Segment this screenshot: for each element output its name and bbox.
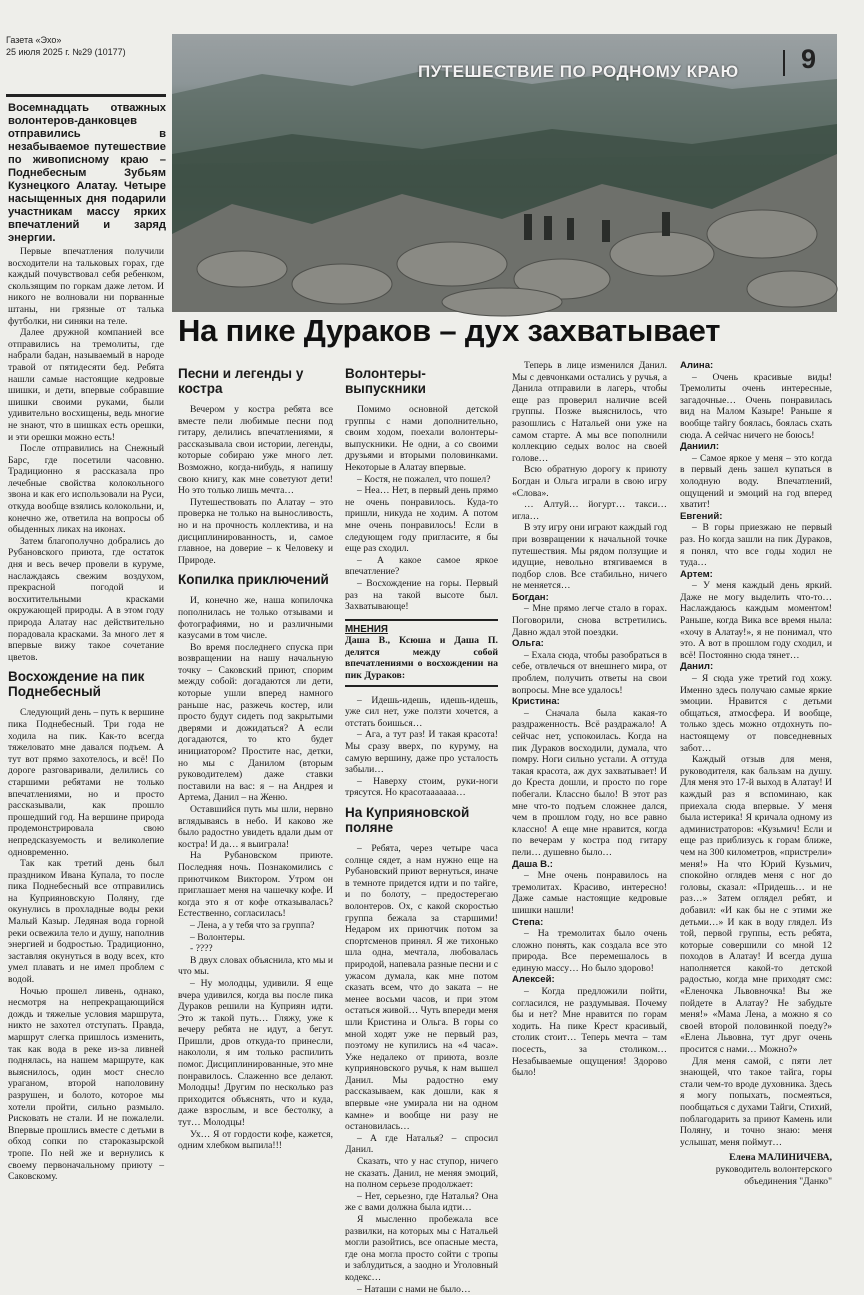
speaker-name: Богдан:: [512, 591, 549, 603]
paragraph: Теперь в лице изменился Данил. Мы с девчонками остались у ручья, а Данила отправили в лагерь, чтобы еще раз проверил наличие всей группы. Позже выяснилось, что разошлись с Натальей они уже на самом старте. А мы все пополнили коллекцию седых волос на своей голове…: [512, 360, 667, 464]
speaker-name: Алексей:: [512, 974, 555, 986]
subheading-adventures: Копилка приключений: [178, 572, 329, 588]
speaker-name: Данил:: [680, 661, 714, 673]
quote: – Самое яркое у меня – это когда в первый день зашел купаться в холодную воду. Впечатлений, ощущений и эмоций на год вперед хватит!: [680, 452, 832, 511]
column-1: [8, 246, 164, 1196]
paragraph: Затем благополучно добрались до Рубановского приюта, где остаток дня и весь вечер провели в куруме, наслаждаясь свежим воздухом, прекрасной погодой и восхитительными красками окружающей природы. А в этом году природа Алатау нас действительно порадовала красками. За много лет я впервые вижу такое сочетание цветов.: [8, 535, 164, 663]
quote: – В горы приезжаю не первый раз. Но когда зашли на пик Дураков, я понял, что все годы ходил не туда…: [680, 522, 832, 569]
paragraph: Следующий день – путь к вершине пика Поднебесный. Три года не ходила на пик. Как-то всегда тяжеловато мне давался подъем. А тут вот прямо захотелось, и всё! По дороге разговаривали, делились со старшими ребятами не только впечатлениями, но и просто рассказывали, как прошло прошедший год. На вершине природа продемонстрировала свою непредсказуемость и великолепие одновременно.: [8, 707, 164, 858]
author-signature: Елена МАЛИНИЧЕВА,: [729, 1152, 832, 1164]
lead-rule: [6, 94, 166, 97]
speaker-name: Евгений:: [680, 510, 723, 522]
paragraph: В двух словах объяснила, кто мы и что мы.: [178, 954, 333, 978]
paragraph: Первые впечатления получили восходители на тальковых горах, где каждый почувствовал себя ребенком, скользящим по горкам даже летом. И никого не волновали ни порванные штаны, ни грязные от талька футболки, ни синяки на теле.: [8, 246, 164, 327]
subheading-glade: На Куприяновской поляне: [345, 805, 470, 835]
paragraph: – Ребята, через четыре часа солнце сядет, а нам нужно еще на Рубановский приют вернуться, иначе в темноте придется идти и по тайге, и по болоту, – предостерегаю волонтеров. Ох, с какой скоростью группа бежала за старшими! Недаром их приютчик потом за спортсменов принял. Я же тихонько шла одна, мечтала, любовалась природой, напевала разные песни и с ужасом думала, как мне потом сказать всем, что до заката – не менее восьми часов, и при этом остаться живой… Чуть впереди меня шли Кристина и Ольга. В горы со мной ходят уже не первый раз, поэтому не купились на «4 часа». Уже недалеко от приюта, возле куприяновского ручья, к нам вышел Данил. Мы радостно ему рассказываем, как дошли, как я впервые «не умирала ни на одном камне» и вообще ни разу не остановилась…: [345, 843, 498, 1133]
subheading-peak: Восхождение на пик Поднебесный: [8, 669, 145, 700]
masthead-paper: Газета «Эхо»: [6, 35, 62, 45]
paragraph: – Нет, серьезно, где Наталья? Она же с вами должна была идти…: [345, 1190, 498, 1214]
paragraph: Далее дружной компанией все отправились на тремолиты, где набрали бадан, называемый в народе травой от пятидесяти бед. Ребята нашли самые настоящие кедровые шишки, и дети, впервые собравшие шишки своими руками, были удивительно восхищены, ведь многие не знают, что в шишках есть орешки, и эти орешки можно есть!: [8, 327, 164, 443]
speaker-name: Ольга:: [512, 638, 544, 650]
paragraph: – Наверху стоим, руки-ноги трясутся. Но красотааааааа…: [345, 775, 498, 799]
paragraph: – Волонтеры.: [190, 931, 246, 943]
subheading-songs: Песни и легенды у костра: [178, 366, 304, 396]
opinions-box: [345, 619, 498, 687]
speaker-name: Кристина:: [512, 696, 560, 708]
paragraph: – Идешь-идешь, идешь-идешь, уже сил нет, уже ползти хочется, а отстать боишься…: [345, 694, 498, 729]
paragraph: В эту игру они играют каждый год при возвращении к начальной точке путешествия. Мы рядом ползущие и идущие, невольно втягиваемся в подбор слов. Все стабильно, ничего не меняется…: [512, 522, 667, 592]
quote: – Ехала сюда, чтобы разобраться в себе, отвлечься от внешнего мира, от проблем, получить ответы на свои вопросы. Мне все удалось!: [512, 649, 667, 696]
paragraph: – А где Наталья? – спросил Данил.: [345, 1132, 498, 1156]
masthead: [6, 34, 126, 58]
paragraph: – Наташи с нами не было…: [357, 1283, 471, 1295]
column-3: [345, 360, 498, 1295]
subheading-volunteers: Волонтеры-выпускники: [345, 366, 426, 396]
quote: – Мне очень понравилось на тремолитах. Красиво, интересно! Даже самые настоящие кедровые шишки нашли!: [512, 870, 667, 916]
quote: – Я сюда уже третий год хожу. Именно здесь получаю самые яркие эмоции. Нравится с детьми общаться, атмосфера. И вообще, только здесь можно отдохнуть по-настоящему от повседневных забот…: [680, 673, 832, 754]
paragraph: Помимо основной детской группы с нами дополнительно, своим ходом, поехали волонтеры-выпускники. Не одни, а со своими друзьями и вторыми половинками. Некоторые в Алатау впервые.: [345, 404, 498, 473]
paragraph: – Восхождение на горы. Первый раз на такой высоте был. Захватывающе!: [345, 577, 498, 613]
quote: – Когда предложили пойти, согласился, не раздумывая. Почему бы и нет? Мне нравится по горам ходить. На пике Крест красивый, столик стоит… Теперь мечта – там посесть, за столиком… Незабываемые ощущения! Здорово было!: [512, 986, 667, 1079]
masthead-issue: 25 июля 2025 г. №29 (10177): [6, 47, 126, 57]
paragraph: … Алтуй… йогурт… такси… игла…: [512, 499, 667, 522]
section-title: ПУТЕШЕСТВИЕ ПО РОДНОМУ КРАЮ: [418, 62, 739, 81]
paragraph: Всю обратную дорогу к приюту Богдан и Ольга играли в свою игру «Слова».: [512, 464, 667, 499]
paragraph: Так как третий день был праздником Ивана Купала, то после пика Поднебесный все отправились на Куприяновскую Поляну, где окунулись в прохладные воды реки Малый Казыр. Ледяная вода горной реки освежила тело и душу, наполнив энергией и бодростью. Традиционно, заставляя окунуться в воду всех, кто умел плавать и не имел проблем с водой.: [8, 858, 164, 986]
quote: – Очень красивые виды! Тремолиты очень интересные, загадочные… Очень понравилась вид на Малом Казыре! Раньше я вообще тайгу боялась, боялась схать сюда. А сейчас ничего не боюсь!: [680, 371, 832, 441]
opinions-label: МНЕНИЯ: [345, 623, 388, 635]
paragraph: На Рубановском приюте. Последняя ночь. Познакомились с приютчиком Виктором. Утром он приглашает меня на чашечку кофе. И когда это я от кофе отказывалась? Естественно, согласилась!: [178, 850, 333, 920]
speaker-name: Даша В.:: [512, 858, 553, 870]
paragraph: Ночью прошел ливень, однако, несмотря на непрекращающийся дождь и тяжелые условия маршрута, никто не захотел отступать. Правда, маршрут слегка пришлось изменить, так как вода в реке из-за ливней поднялась, на нашем маршруте, как выяснилось, один мост снесло ураганом, второй наполовину разрушен, и болото, которое мы хотели пройти, сильно размыло. Рисковать не стали. И не пожалели. Впервые прошлись вместе с детьми в обход сопки по староказырской тропе. По ней же и вернулись к своему первоначальному приюту – Саковскому.: [8, 985, 164, 1183]
paragraph: – Ага, а тут раз! И такая красота! Мы сразу вверх, по куруму, на самую вершину, даже про усталость забыли…: [345, 729, 498, 776]
speaker-name: Степа:: [512, 916, 544, 928]
column-4: [512, 360, 667, 1200]
paragraph: Каждый отзыв для меня, руководителя, как бальзам на душу. Для меня это 17-й выход в Алатау! И каждый раз я вспоминаю, как приехала сюда впервые. У меня была истерика! Я кричала одному из администраторов: «Кузьмич! Если и еще раз приблизусь к горам ближе, чем на 300 километров, «пристрели» меня!» На что Юрий Кузьмич, спокойно оглядев меня с ног до головы, сказал: «Придешь… и не раз…» Затем оглядел ребят, и добавил: «И как бы не с этими же детьми…» И как в воду глядел. Из той, первой группы, есть ребята, которые совершили со мной 12 походов в Алатау! И всегда душа наполняется какой-то детской радостью, когда мне приходят смс: «Еленочка Львовночка! Вы же пойдете в Алатау? Не забудьте меня!» «Мама Лена, а можно я со своей второй половинкой поеду?» «Елена Львовна, тут друг очень просится с нами… Можно?»: [680, 754, 832, 1056]
paragraph: – Костя, не пожалел, что пошел?: [357, 473, 491, 485]
column-2: [178, 360, 333, 1200]
paragraph: Во время последнего спуска при возвращении на нашу начальную точку – Саковский приют, спорим между собой: догадаются ли дети, которые ушли вперед намного раньше нас, разжечь костер, или просто будут сидеть под закрытыми дверями и дожидаться? А если догадаются, то кто будет инициатором? Простите нас, детки, но мы с Данилом (вторым руководителем) даже ставки поставили на вас: я – на Андрея и Артема, Данил – на Женю.: [178, 641, 333, 804]
speaker-name: Артем:: [680, 568, 713, 580]
paragraph: – Неа… Нет, в первый день прямо не очень понравилось. Куда-то пришли, никуда не ходим. А потом мне очень понравилось! Если в следующем году пригласите, я бы еще раз сходил.: [345, 485, 498, 555]
paragraph: - ????: [190, 943, 213, 955]
page-number: 9: [801, 44, 817, 74]
paragraph: Ух… Я от гордости кофе, кажется, одним хлебком выпила!!!: [178, 1128, 333, 1152]
paragraph: После отправились на Снежный Барс, где посетили часовню. Традиционно я рассказала про лечебные свойства колокольного звона и как его использовали на Руси, откуда вообще взялись колокольни, и, конечно же, ответила на вопросы об обыденных ликах на иконах.: [8, 443, 164, 536]
paragraph: Для меня самой, с пяти лет знающей, что такое тайга, горы стали чем-то вроде духовника. Здесь я могу попыхать, посмеяться, пообщаться с духами Тайги, Стихий, поблагодарить за приют Камень или Поляну, и точно знаю: меня услышат, меня поймут…: [680, 1055, 832, 1148]
author-role: руководитель волонтерского объединения "Данко": [715, 1163, 832, 1187]
lead-paragraph: Восемнадцать отважных волонтеров-данковцев отправились в незабываемое путешествие по живописному краю – Поднебесным Зубьям Кузнецкого Алатау. Четыре насыщенных дня подарили участникам массу ярких впечатлений и заряд энергии.: [8, 102, 166, 244]
quote: – Мне прямо легче стало в горах. Поговорили, снова встретились. Давно ждал этой поездки.: [512, 603, 667, 638]
paragraph: Я мысленно пробежала все развилки, на которых мы с Натальей могли разойтись, все опасные места, где она могла просто сойти с тропы и заблудиться, а заодно и Уголовный кодекс…: [345, 1214, 498, 1283]
paragraph: – Ну молодцы, удивили. Я еще вчера удивился, когда вы после пика Дураков решили на Куприян идти. Это ж такой путь… Гляжу, уже к вечеру ребята не идут, а бегут. Пришли, дров откуда-то принесли, накололи, я им только распилить помог. Дисциплинированные, это мне понравилось. Слаженно все делают. Молодцы! Другим по несколько раз приходится объяснять, что и куда, даже взрослым, и все бестолку, а тут… Молодцы!: [178, 977, 333, 1129]
paragraph: Сказать, что у нас ступор, ничего не сказать. Данил, не меняя эмоций, на полном серьезе продолжает:: [345, 1156, 498, 1191]
column-5: [680, 360, 832, 1200]
paragraph: Путешествовать по Алатау – это проверка не только на выносливость, но и на прочность коллектива, и на дисциплинированность, и, самое главное, на доверие – к Человеку и Природе.: [178, 496, 333, 566]
quote: – На тремолитах было очень сложно понять, как создала все это природа. Все перемешалось в единую массу… Но было здорово!: [512, 928, 667, 974]
page-number-divider: [783, 50, 785, 76]
quote: – Сначала была какая-то раздраженность. Всё раздражало! А сейчас нет, успокоилась. Когда на пик Дураков восходили, думала, что помру. Ноги сильно устали. А оттуда такая красота, аж дух захватывает! И до Креста дошли, и просто по горе побегали. Классно было! В этот раз мне что-то подъем сложнее дался, чем в прошлом году, но все равно классно! А еще мне нравится, когда по вечерам у костра под гитару пели… душевно было…: [512, 707, 667, 858]
opinions-intro: Даша В., Ксюша и Даша П. делятся между собой впечатлениями о восхождении на пик Дураков:: [345, 635, 498, 682]
paragraph: И, конечно же, наша копилочка пополнилась не только отзывами и фотографиями, но и различными казусами в том числе.: [178, 595, 333, 642]
speaker-name: Даниил:: [680, 441, 720, 453]
paragraph: Оставшийся путь мы шли, нервно вглядываясь в небо. И каково же было радостно увидеть вдали дым от костра! И да… я выиграла!: [178, 804, 333, 850]
speaker-name: Алина:: [680, 360, 714, 371]
article-headline: На пике Дураков – дух захватывает: [178, 313, 721, 348]
paragraph: – А какое самое яркое впечатление?: [345, 554, 498, 578]
quote: – У меня каждый день яркий. Даже не могу выделить что-то… Наслаждаюсь каждым моментом! Раньше, когда Вика все время ныла: «хочу в Алатау!», я не понимал, что это. А вот в прошлом году сходил, и всё! Постоянно сюда тянет…: [680, 580, 832, 661]
paragraph: Вечером у костра ребята все вместе пели любимые песни под гитару, делились впечатлениями, я рассказывала свои истории, легенды, которые собираю уже много лет. Возможно, когда-нибудь, я напишу свою книгу, как мне советуют дети! Но это только лишь мечта…: [178, 404, 333, 497]
paragraph: – Лена, а у тебя что за группа?: [190, 919, 315, 931]
